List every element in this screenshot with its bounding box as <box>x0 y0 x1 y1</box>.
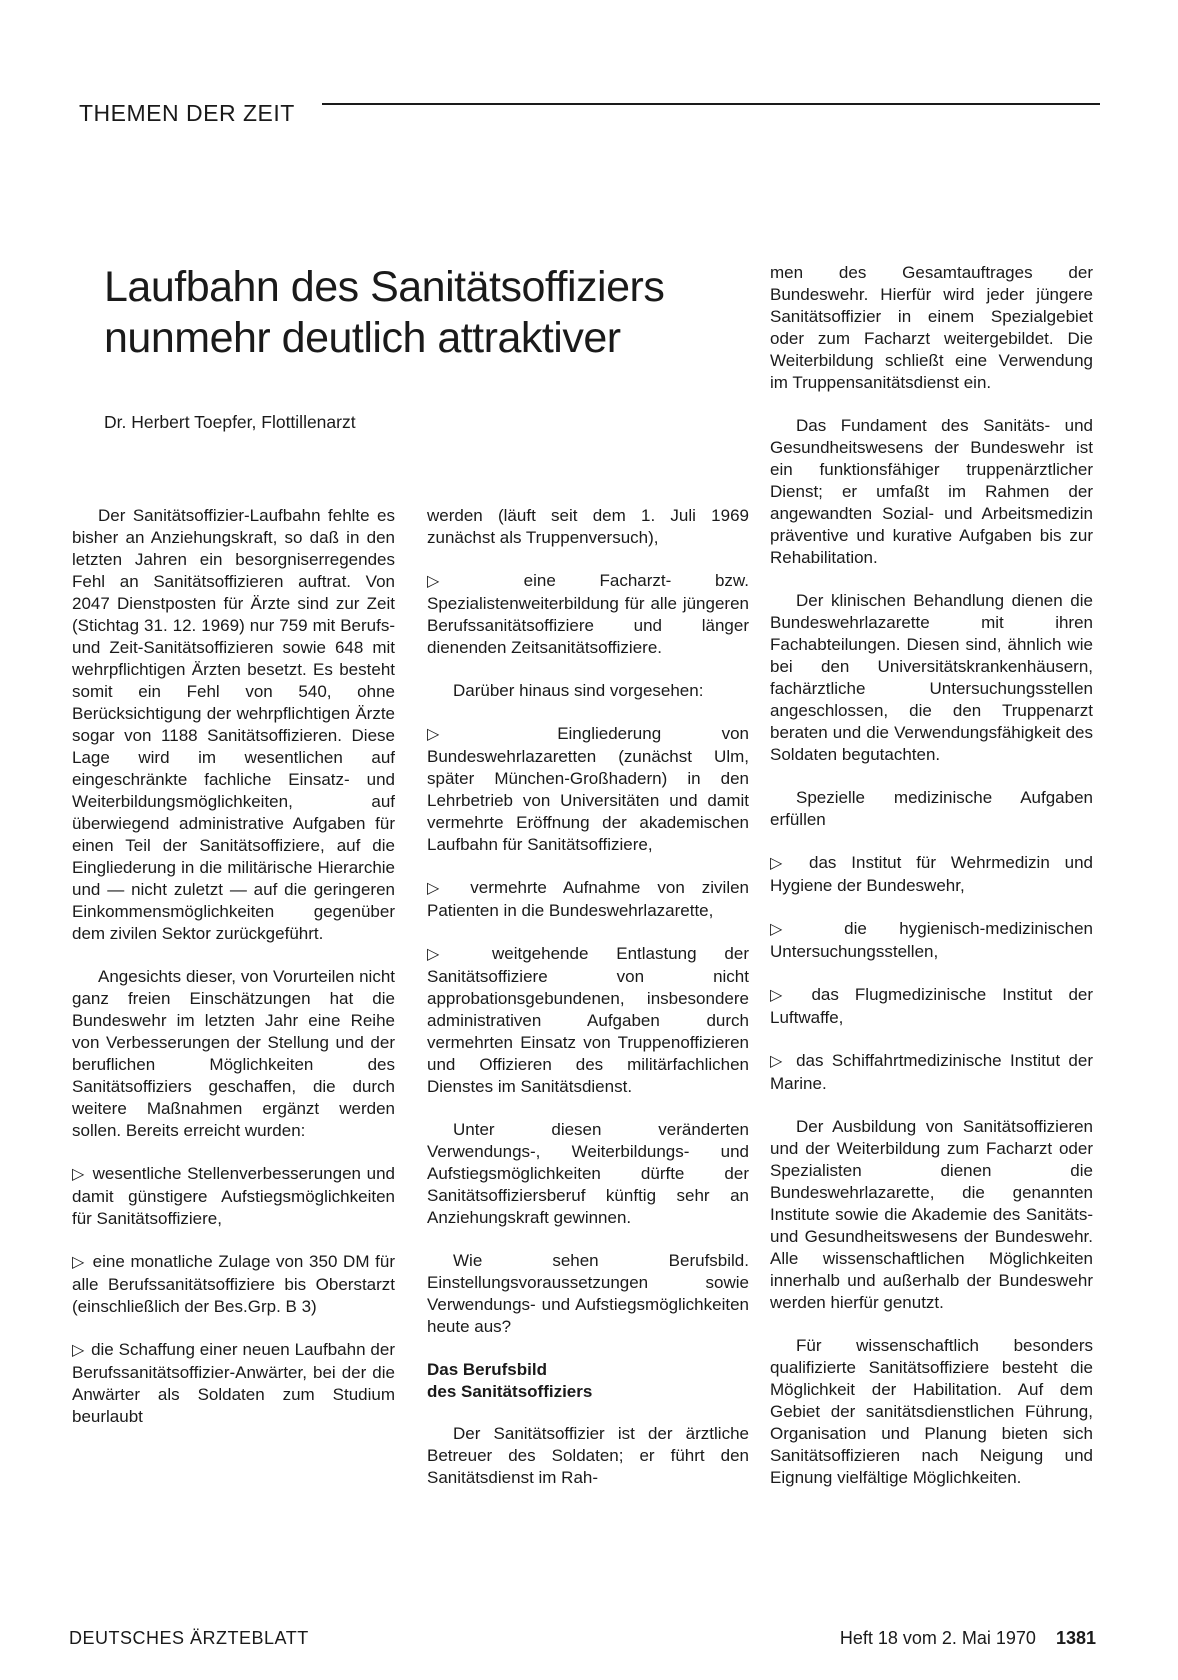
paragraph: werden (läuft seit dem 1. Juli 1969 zunächst als Truppenversuch), <box>427 506 749 547</box>
text-column-2 <box>427 505 749 1510</box>
bullet-item: ▷ eine Facharzt- bzw. Spezialistenweiterbildung für alle jüngeren Berufssanitätsoffiziere und länger dienenden Zeitsanitätsoffiziere. <box>427 571 749 657</box>
bullet-item: ▷ die Schaffung einer neuen Laufbahn der Berufssanitätsoffizier-Anwärter, bei der die Anwärter als Soldaten zum Studium beurlaubt <box>72 1340 395 1426</box>
triangle-bullet-icon: ▷ <box>770 921 843 938</box>
paragraph: Der Sanitätsoffizier-Laufbahn fehlte es bisher an Anziehungskraft, so daß in den letzten Jahren ein besorgniserregendes Fehl an Sanitätsoffizieren auftrat. Von 2047 Dienstposten für Ärzte sind zur Zeit (Stichtag 31. 12. 1969) nur 759 mit Berufs- und Zeit-Sanitätsoffizieren sowie 648 mit wehrpflichtigen Ärzten besetzt. Es besteht somit ein Fehl von 540, ohne Berücksichtigung der wehrpflichtigen Ärzte sogar von 1188 Sanitätsoffizieren. Diese Lage wird im wesentlichen auf eingeschränkte fachliche Einsatz- und Weiterbildungsmöglichkeiten, auf überwiegend administrative Aufgaben für einen Teil der Sanitätsoffiziere, auf die Eingliederung in die militärische Hierarchie und — nicht zuletzt — auf die geringeren Einkommensmöglichkeiten gegenüber dem zivilen Sektor zurückgeführt. <box>72 506 395 943</box>
paragraph: Der Sanitätsoffizier ist der ärztliche Betreuer des Soldaten; er führt den Sanitätsdienst im Rah- <box>427 1424 749 1487</box>
issue-date: Heft 18 vom 2. Mai 1970 <box>839 1628 1036 1648</box>
paragraph: Wie sehen Berufsbild. Einstellungsvoraussetzungen sowie Verwendungs- und Aufstiegsmöglichkeiten heute aus? <box>427 1251 749 1336</box>
article-title <box>104 262 724 364</box>
triangle-bullet-icon: ▷ <box>770 855 808 872</box>
bullet-item: ▷ die hygienisch-medizinischen Untersuchungsstellen, <box>770 919 1093 961</box>
title-line-1: Laufbahn des Sanitätsoffiziers <box>104 263 665 311</box>
triangle-bullet-icon: ▷ <box>72 1254 91 1271</box>
page-number: 1381 <box>1055 1628 1096 1648</box>
bullet-item: ▷ eine monatliche Zulage von 350 DM für alle Berufssanitätsoffiziere bis Oberstarzt (einschließlich der Bes.Grp. B 3) <box>72 1252 395 1316</box>
triangle-bullet-icon: ▷ <box>770 987 810 1004</box>
issue-info <box>840 1628 1096 1649</box>
triangle-bullet-icon: ▷ <box>72 1342 90 1359</box>
bullet-item: ▷ vermehrte Aufnahme von zivilen Patienten in die Bundeswehrlazarette, <box>427 878 750 920</box>
bullet-item: ▷ das Schiffahrtmedizinische Institut der Marine. <box>770 1051 1094 1093</box>
triangle-bullet-icon: ▷ <box>72 1166 91 1183</box>
bullet-item: ▷ das Flugmedizinische Institut der Luftwaffe, <box>770 985 1094 1027</box>
triangle-bullet-icon: ▷ <box>427 880 469 897</box>
section-rule <box>322 103 1100 105</box>
subheading: Das Berufsbild des Sanitätsoffiziers <box>427 1360 593 1401</box>
paragraph: Unter diesen veränderten Verwendungs-, Weiterbildungs- und Aufstiegsmöglichkeiten dürfte der Sanitätsoffiziersberuf künftig sehr an Anziehungskraft gewinnen. <box>427 1120 749 1227</box>
bullet-item: ▷ Eingliederung von Bundeswehrlazaretten (zunächst Ulm, später München-Großhadern) in den Lehrbetrieb von Universitäten und damit vermehrte Eröffnung der akademischen Laufbahn für Sanitätsoffiziere, <box>427 724 750 854</box>
paragraph: Spezielle medizinische Aufgaben erfüllen <box>770 788 1093 829</box>
paragraph: Darüber hinaus sind vorgesehen: <box>453 681 704 700</box>
author-line: Dr. Herbert Toepfer, Flottillenarzt <box>104 412 356 432</box>
title-line-2: nunmehr deutlich attraktiver <box>104 314 621 362</box>
bullet-item: ▷ weitgehende Entlastung der Sanitätsoffiziere von nicht approbationsgebundenen, insbesondere administrativen Aufgaben durch vermehrten Einsatz von Truppenoffizieren und Offizieren des militärfachlichen Dienstes im Sanitätsdienst. <box>427 944 750 1096</box>
paragraph: Angesichts dieser, von Vorurteilen nicht ganz freien Einschätzungen hat die Bundeswehr im letzten Jahr eine Reihe von Verbesserungen der Stellung und der beruflichen Möglichkeiten des Sanitätsoffiziers geschaffen, die durch weitere Maßnahmen ergänzt werden sollen. Bereits erreicht wurden: <box>72 967 395 1140</box>
triangle-bullet-icon: ▷ <box>427 573 522 590</box>
bullet-item: ▷ das Institut für Wehrmedizin und Hygiene der Bundeswehr, <box>770 853 1093 895</box>
paragraph: Der klinischen Behandlung dienen die Bundeswehrlazarette mit ihren Fachabteilungen. Diesen sind, ähnlich wie bei den Universitätskrankenhäusern, fachärztliche Untersuchungsstellen angeschlossen, die den Truppenarzt beraten und die Verwendungsfähigkeit des Soldaten begutachten. <box>770 591 1093 764</box>
triangle-bullet-icon: ▷ <box>770 1053 795 1070</box>
text-column-3 <box>770 262 1093 1510</box>
journal-name: DEUTSCHES ÄRZTEBLATT <box>69 1628 309 1648</box>
text-column-1 <box>72 505 395 1449</box>
triangle-bullet-icon: ▷ <box>427 726 556 743</box>
paragraph: Der Ausbildung von Sanitätsoffizieren und der Weiterbildung zum Facharzt oder Spezialisten dienen die Bundeswehrlazarette, die genannten Institute sowie die Akademie des Sanitäts- und Gesundheitswesens der Bundeswehr. Alle wissenschaftlichen Möglichkeiten innerhalb und außerhalb der Bundeswehr werden hierfür genutzt. <box>770 1117 1093 1312</box>
section-heading: THEMEN DER ZEIT <box>79 100 295 126</box>
paragraph: Das Fundament des Sanitäts- und Gesundheitswesens der Bundeswehr ist ein funktionsfähiger truppenärztlicher Dienst; er umfaßt im Rahmen der angewandten Sozial- und Arbeitsmedizin präventive und kurative Aufgaben bis zur Rehabilitation. <box>770 416 1093 567</box>
triangle-bullet-icon: ▷ <box>427 946 490 963</box>
paragraph: men des Gesamtauftrages der Bundeswehr. Hierfür wird jeder jüngere Sanitätsoffizier in einem Spezialgebiet oder zum Facharzt weitergebildet. Die Weiterbildung schließt eine Verwendung im Truppensanitätsdienst ein. <box>770 263 1093 392</box>
paragraph: Für wissenschaftlich besonders qualifizierte Sanitätsoffiziere besteht die Möglichkeit der Habilitation. Auf dem Gebiet der sanitätsdienstlichen Führung, Organisation und Planung bieten sich Sanitätsoffizieren nach Neigung und Eignung vielfältige Möglichkeiten. <box>770 1336 1093 1487</box>
bullet-item: ▷ wesentliche Stellenverbesserungen und damit günstigere Aufstiegsmöglichkeiten für Sanitätsoffiziere, <box>72 1164 395 1228</box>
